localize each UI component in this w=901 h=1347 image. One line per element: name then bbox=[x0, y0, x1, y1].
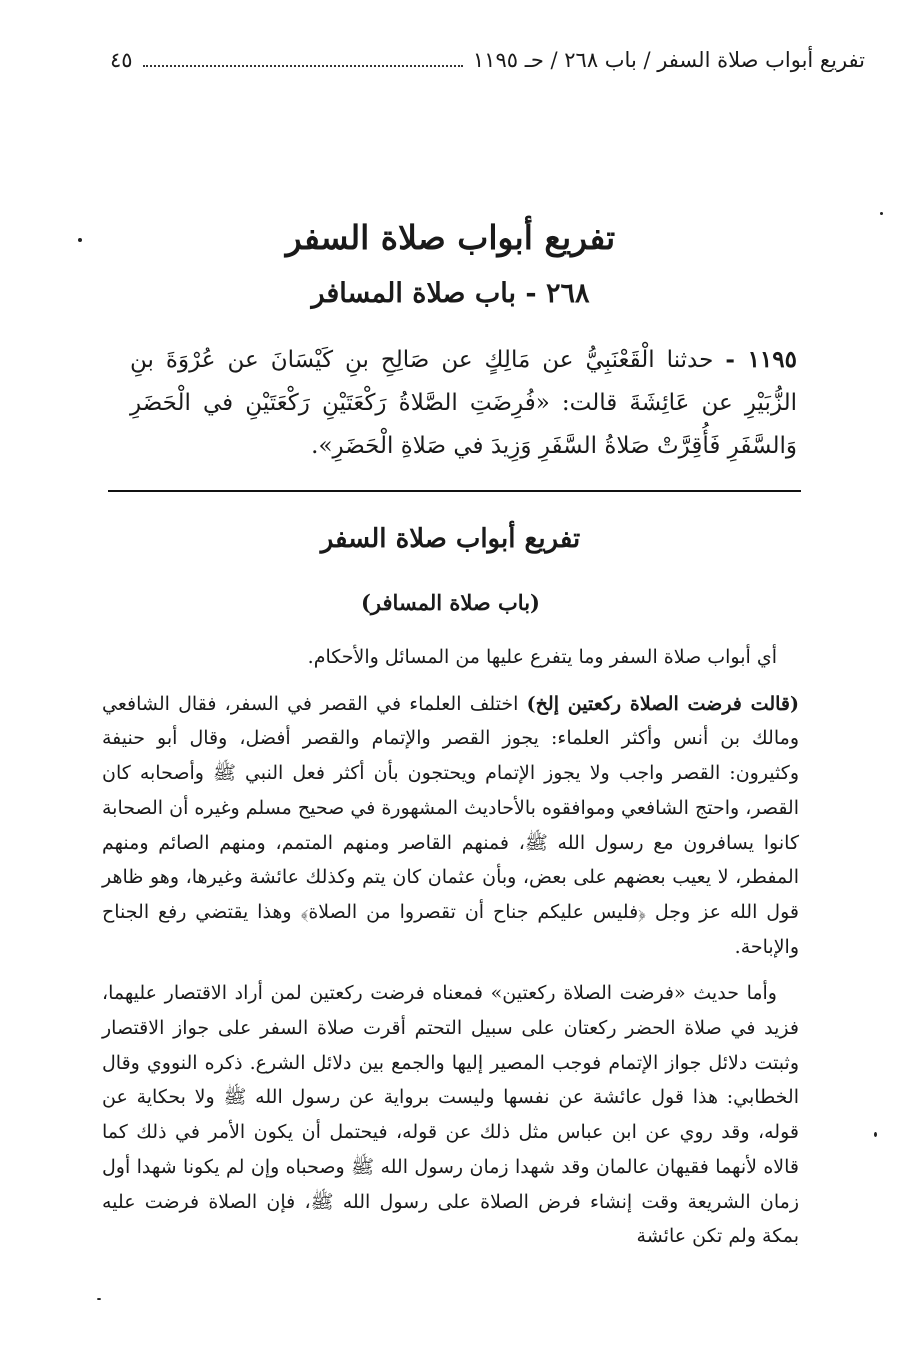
leader-dots bbox=[143, 65, 463, 67]
commentary-paragraph-1 bbox=[102, 687, 799, 965]
hadith-text-block bbox=[130, 338, 797, 468]
commentary-paragraph-2: وأما حديث «فرضت الصلاة ركعتين» فمعناه فرضت ركعتين لمن أراد الاقتصار عليهما، فزيد في صلاة الحضر ركعتان على سبيل التحتم أقرت صلاة السفر على جواز الاقتصار وثبتت دلائل جواز الإتمام فوجب المصير إليها والجمع بين دلائل الشرع. ذكره النووي وقال الخطابي: هذا قول عائشة عن نفسها وليست برواية عن رسول الله ﷺ ولا بحكاية عن قوله، وقد روي عن ابن عباس مثل ذلك عن قوله، فيحتمل أن يكون الأمر في ذلك كما قالاه لأنهما فقيهان عالمان وقد شهدا زمان رسول الله ﷺ وصحباه وإن لم يكونا شهدا أول زمان الشريعة وقت إنشاء فرض الصلاة على رسول الله ﷺ، فإن الصلاة فرضت عليه بمكة ولم تكن عائشة bbox=[102, 982, 799, 1248]
commentary-title: تفريع أبواب صلاة السفر bbox=[320, 524, 581, 554]
scan-speck bbox=[880, 212, 883, 215]
paragraph-lead: (قالت فرضت الصلاة ركعتين إلخ) bbox=[526, 692, 799, 715]
running-head bbox=[110, 40, 865, 80]
commentary-body bbox=[102, 640, 799, 1254]
running-head-text: تفريع أبواب صلاة السفر / باب ٢٦٨ / حـ ١١٩٥ bbox=[472, 48, 865, 72]
scan-speck bbox=[78, 238, 82, 242]
book-title: تفريع أبواب صلاة السفر bbox=[285, 218, 616, 257]
paragraph-text: اختلف العلماء في القصر في السفر، فقال الشافعي ومالك بن أنس وأكثر العلماء: يجوز القصر والإتمام والقصر أفضل، وقال أبو حنيفة وكثيرون: القصر واجب ولا يجوز الإتمام ويحتجون بأن أكثر فعل النبي ﷺ وأصحابه كان القصر، واحتج الشافعي وموافقوه بالأحاديث المشهورة في صحيح مسلم وغيره أن الصحابة كانوا يسافرون مع رسول الله ﷺ، فمنهم القاصر ومنهم المتمم، ومنهم الصائم ومنهم المفطر، لا يعيب بعضهم على بعض، وبأن عثمان كان يتم وكذلك عائشة وغيرها، وهو ظاهر قول الله عز وجل ﴿فليس عليكم جناح أن تقصروا من الصلاة﴾ وهذا يقتضي رفع الجناح والإباحة. bbox=[102, 692, 799, 958]
page-number: ٤٥ bbox=[110, 48, 133, 72]
hadith-number: ١١٩٥ - bbox=[725, 346, 797, 373]
hadith-body: حدثنا الْقَعْنَبِيُّ عن مَالِكٍ عن صَالِحِ بنِ كَيْسَانَ عن عُرْوَةَ بنِ الزُّبَيْرِ عن عَائِشَةَ قالت: «فُرِضَتِ الصَّلاةُ رَكْعَتَيْنِ رَكْعَتَيْنِ في الْحَضَرِ وَالسَّفَرِ فَأُقِرَّتْ صَلاةُ السَّفَرِ وَزِيدَ في صَلاةِ الْحَضَرِ». bbox=[130, 347, 797, 459]
scan-speck bbox=[97, 1298, 101, 1300]
chapter-title: ٢٦٨ - باب صلاة المسافر bbox=[311, 278, 590, 309]
scan-speck bbox=[874, 1132, 877, 1137]
bab-heading: (باب صلاة المسافر) bbox=[360, 590, 540, 615]
commentary-intro: أي أبواب صلاة السفر وما يتفرع عليها من المسائل والأحكام. bbox=[307, 646, 777, 668]
section-divider bbox=[108, 490, 801, 492]
